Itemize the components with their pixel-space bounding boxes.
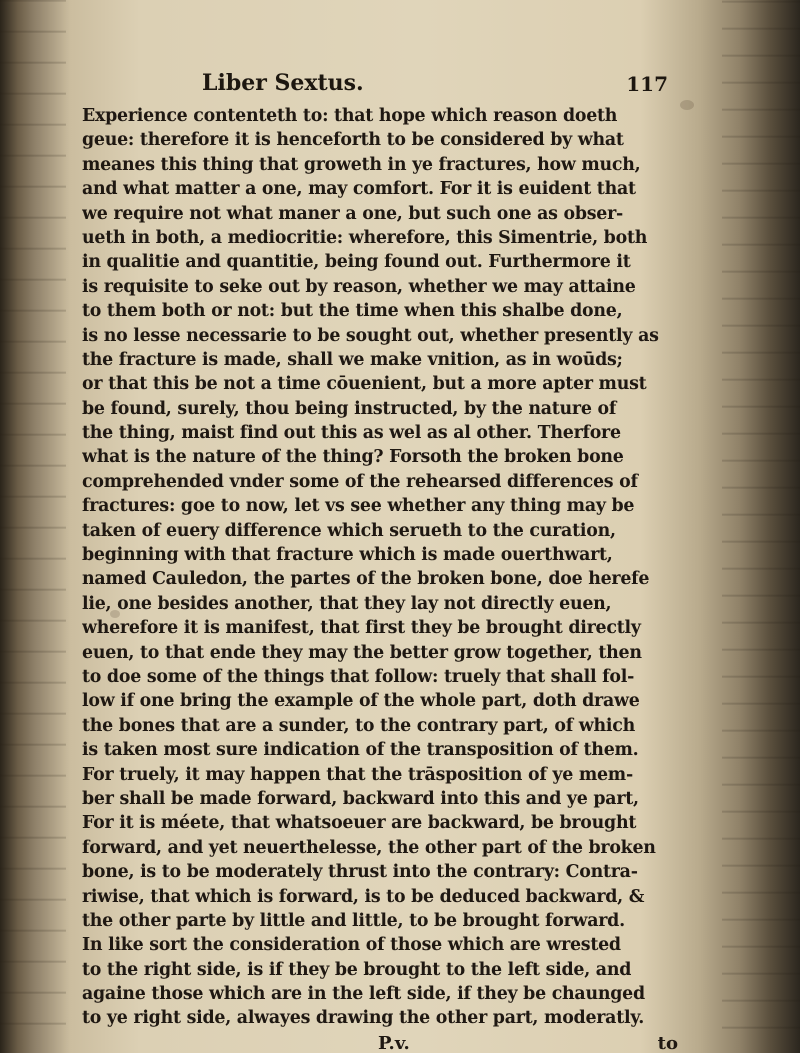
text-line: we require not what maner a one, but such one as obser-: [82, 203, 623, 224]
text-line: bone, is to be moderately thrust into the contrary: Contra-: [82, 862, 638, 883]
running-head: [82, 52, 722, 104]
text-line: be found, surely, thou being instructed, by the nature of: [82, 398, 617, 419]
left-gutter-shadow: [0, 0, 66, 1053]
text-line: the bones that are a sunder, to the contrary part, of which: [82, 715, 635, 736]
text-line: ueth in both, a mediocritie: wherefore, this Simentrie, both: [82, 227, 648, 248]
text-line: is taken most sure indication of the transposition of them.: [82, 740, 639, 761]
page-content: [82, 52, 722, 1053]
text-line: For truely, it may happen that the trāsposition of ye mem-: [82, 764, 633, 785]
text-line: For it is méete, that whatsoeuer are backward, be brought: [82, 813, 637, 834]
text-line: to the right side, is if they be brought to the left side, and: [82, 959, 632, 980]
text-line: is requisite to seke out by reason, whether we may attaine: [82, 276, 636, 297]
text-line: in qualitie and quantitie, being found out. Furthermore it: [82, 252, 631, 273]
text-line: taken of euery difference which serueth to the curation,: [82, 520, 616, 541]
folio-number: 117: [626, 72, 668, 96]
text-line: named Cauledon, the partes of the broken bone, doe herefe: [82, 569, 650, 590]
text-line: meanes this thing that groweth in ye fractures, how much,: [82, 154, 641, 175]
text-line: low if one bring the example of the whole part, doth drawe: [82, 691, 640, 712]
text-line: fractures: goe to now, let vs see whether any thing may be: [82, 496, 635, 517]
text-line: ber shall be made forward, backward into this and ye part,: [82, 788, 639, 809]
text-line: forward, and yet neuerthelesse, the other part of the broken: [82, 837, 656, 858]
running-title: Liber Sextus.: [202, 70, 364, 96]
text-line: the fracture is made, shall we make vnition, as in woūds;: [82, 349, 623, 370]
text-line: beginning with that fracture which is made ouerthwart,: [82, 545, 613, 566]
text-line: wherefore it is manifest, that first they be brought directly: [82, 618, 641, 639]
signature-mark: P.v.: [378, 1032, 410, 1053]
page-footer: [82, 1033, 722, 1053]
text-line: comprehended vnder some of the rehearsed differences of: [82, 471, 638, 492]
text-line: to ye right side, alwayes drawing the other part, moderatly.: [82, 1008, 644, 1029]
text-line: is no lesse necessarie to be sought out, whether presently as: [82, 325, 659, 346]
text-line: to doe some of the things that follow: truely that shall fol-: [82, 666, 635, 687]
body-text: [82, 104, 722, 1031]
text-line: In like sort the consideration of those which are wrested: [82, 935, 621, 956]
text-line: riwise, that which is forward, is to be deduced backward, &: [82, 886, 645, 907]
text-line: againe those which are in the left side, if they be chaunged: [82, 984, 645, 1005]
text-line: euen, to that ende they may the better grow together, then: [82, 642, 642, 663]
text-line: Experience contenteth to: that hope which reason doeth: [82, 106, 618, 126]
text-line: lie, one besides another, that they lay not directly euen,: [82, 593, 612, 614]
text-line: geue: therefore it is henceforth to be considered by what: [82, 130, 624, 151]
text-line: or that this be not a time cōuenient, but a more apter must: [82, 374, 647, 395]
text-line: what is the nature of the thing? Forsoth the broken bone: [82, 447, 624, 468]
text-line: to them both or not: but the time when this shalbe done,: [82, 301, 623, 322]
text-line: and what matter a one, may comfort. For it is euident that: [82, 179, 636, 200]
right-page-edge: [722, 0, 800, 1053]
text-line: the other parte by little and little, to be brought forward.: [82, 910, 625, 931]
text-line: the thing, maist find out this as wel as al other. Therfore: [82, 423, 621, 444]
catchword: to: [657, 1032, 678, 1053]
